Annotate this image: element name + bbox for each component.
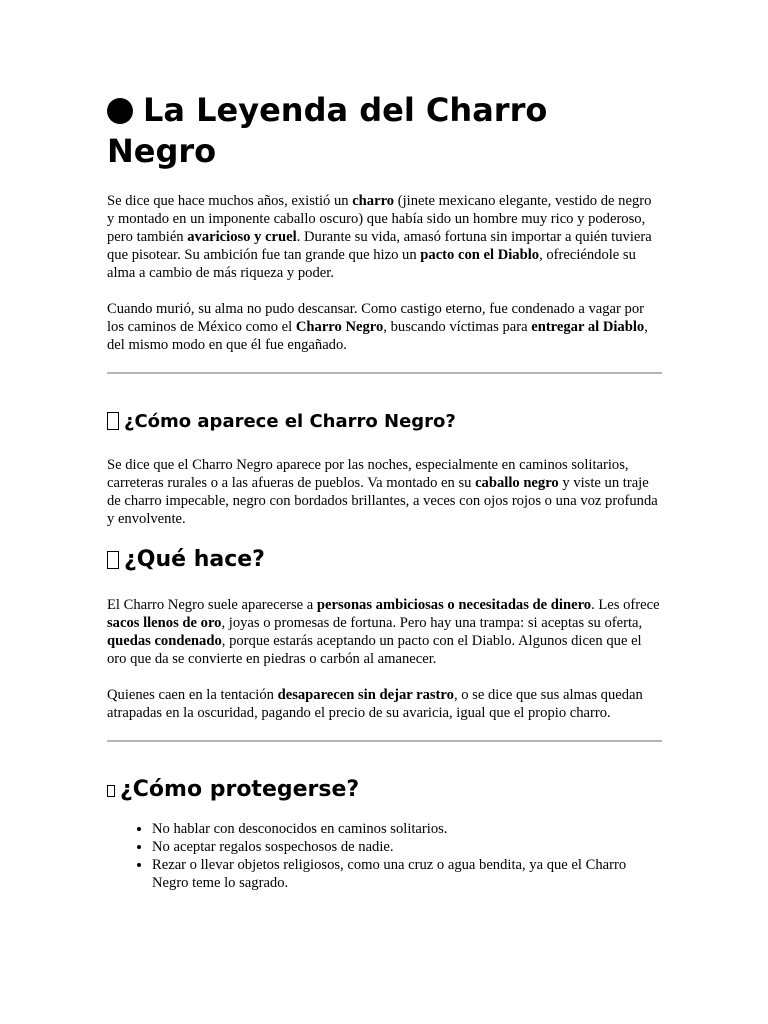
bold-term: sacos llenos de oro: [107, 615, 222, 631]
hace-paragraph-2: Quienes caen en la tentación desaparecen sin dejar rastro, o se dice que sus almas quedan atrapadas en la oscuridad, pagando el precio de su avaricia, igual que el propio charro.: [107, 687, 643, 721]
bold-term: quedas condenado: [107, 633, 222, 649]
heading-que-hace: ¿Qué hace?: [107, 546, 662, 574]
bold-term: avaricioso y cruel: [187, 229, 297, 245]
missing-glyph-box-icon: [107, 785, 115, 797]
bold-term: entregar al Diablo: [531, 319, 645, 335]
intro-paragraph-1: Se dice que hace muchos años, existió un charro (jinete mexicano elegante, vestido de negro y montado en un imponente caballo oscuro) que había sido un hombre muy rico y poderoso, pero también avaricioso y cruel. Durante su vida, amasó fortuna sin importar a quién tuviera que pisotear. Su ambición fue tan grande que hizo un pacto con el Diablo, ofreciéndole su alma a cambio de más riqueza y poder.: [107, 193, 652, 281]
heading-como-aparece: ¿Cómo aparece el Charro Negro?: [107, 410, 662, 434]
document-page: [107, 90, 662, 892]
bold-term: desaparecen sin dejar rastro: [277, 687, 454, 703]
list-item: • No aceptar regalos sospechosos de nadie.: [152, 838, 662, 856]
list-item: • No hablar con desconocidos en caminos solitarios.: [152, 820, 662, 838]
missing-glyph-box-icon: [107, 412, 119, 430]
bold-term: pacto con el Diablo: [420, 247, 540, 263]
aparece-paragraph: Se dice que el Charro Negro aparece por las noches, especialmente en caminos solitarios, carreteras rurales o a las afueras de pueblos. Va montado en su caballo negro y viste un traje de charro impecable, negro con bordados brillantes, a veces con ojos rojos o una voz profunda y envolvente.: [107, 457, 658, 527]
document-title-text: La Leyenda del Charro Negro: [107, 91, 548, 170]
bold-term: charro: [352, 193, 395, 209]
protection-list: [107, 820, 662, 892]
bold-term: personas ambiciosas o necesitadas de dinero: [316, 597, 592, 613]
document-title: [107, 90, 662, 172]
hace-paragraph-1: El Charro Negro suele aparecerse a personas ambiciosas o necesitadas de dinero. Les ofrece sacos llenos de oro, joyas o promesas de fortuna. Pero hay una trampa: si aceptas su oferta, quedas condenado, porque estarás aceptando un pacto con el Diablo. Algunos dicen que el oro que da se convierte en piedras o carbón al amanecer.: [107, 597, 660, 667]
list-item: • Rezar o llevar objetos religiosos, como una cruz o agua bendita, ya que el Charro Negro teme lo sagrado.: [152, 856, 662, 892]
bold-term: caballo negro: [475, 475, 559, 491]
section-divider: [107, 372, 662, 374]
intro-paragraph-2: Cuando murió, su alma no pudo descansar. Como castigo eterno, fue condenado a vagar por los caminos de México como el Charro Negro, buscando víctimas para entregar al Diablo, del mismo modo en que él fue engañado.: [107, 301, 648, 353]
missing-glyph-box-icon: [107, 551, 119, 569]
bold-term: Charro Negro: [295, 319, 384, 335]
section-divider: [107, 740, 662, 742]
black-circle-icon: [107, 98, 133, 124]
heading-como-protegerse: ¿Cómo protegerse?: [107, 776, 662, 804]
